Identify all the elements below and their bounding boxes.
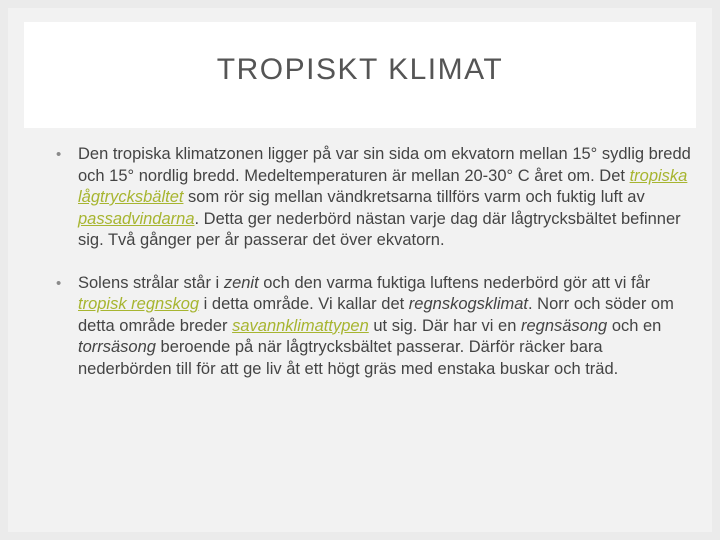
bullet-2-text-5: ut sig. Där har vi en bbox=[368, 316, 521, 335]
slide bbox=[8, 8, 712, 532]
link-savannklimattypen[interactable]: savannklimattypen bbox=[232, 316, 369, 335]
bullet-2-text-7: beroende på när lågtrycksbältet passerar. Därför räcker bara nederbörden till för att ge liv åt ett högt gräs med enstaka buskar och träd. bbox=[78, 338, 619, 378]
bullet-list bbox=[56, 144, 696, 380]
bullet-item-1 bbox=[56, 144, 696, 252]
bullet-2-text-6: och en bbox=[607, 316, 662, 335]
link-tropisk-regnskog[interactable]: tropisk regnskog bbox=[78, 295, 200, 313]
bullet-dot-icon: • bbox=[56, 274, 62, 292]
term-regnskogsklimat: regnskogsklimat bbox=[408, 295, 529, 313]
slide-title: TROPISKT KLIMAT bbox=[216, 53, 504, 86]
title-box bbox=[24, 22, 696, 128]
term-zenit: zenit bbox=[223, 273, 259, 292]
bullet-dot-icon: • bbox=[56, 146, 62, 163]
bullet-2-text-1: Solens strålar står i bbox=[78, 273, 224, 292]
bullet-1-text-2: som rör sig mellan vändkretsarna tillförs varm och fuktig luft av bbox=[183, 188, 645, 206]
link-passadvindarna[interactable]: passadvindarna bbox=[78, 209, 195, 228]
link-tropiska-lagtrycksbaltet[interactable]: tropiska lågtrycksbältet bbox=[78, 166, 688, 206]
bullet-2-text-4: . Norr och söder om detta område breder bbox=[78, 295, 674, 335]
bullet-1-text-1: Den tropiska klimatzonen ligger på var sin sida om ekvatorn mellan 15° sydlig bredd och 15° nordlig bredd. Medeltemperaturen är mellan 20-30° C året om. Det bbox=[78, 145, 691, 185]
bullet-2-text-3: i detta område. Vi kallar det bbox=[199, 295, 409, 313]
bullet-item-2 bbox=[56, 273, 696, 381]
bullet-2-text-2: och den varma fuktiga luftens nederbörd gör att vi får bbox=[258, 273, 651, 292]
bullet-1-text-3: . Detta ger nederbörd nästan varje dag där lågtrycksbältet befinner sig. Två gånger per år passerar det över ekvatorn. bbox=[78, 209, 681, 249]
term-regnsasong: regnsäsong bbox=[521, 316, 608, 335]
term-torrsasong: torrsäsong bbox=[78, 338, 156, 356]
